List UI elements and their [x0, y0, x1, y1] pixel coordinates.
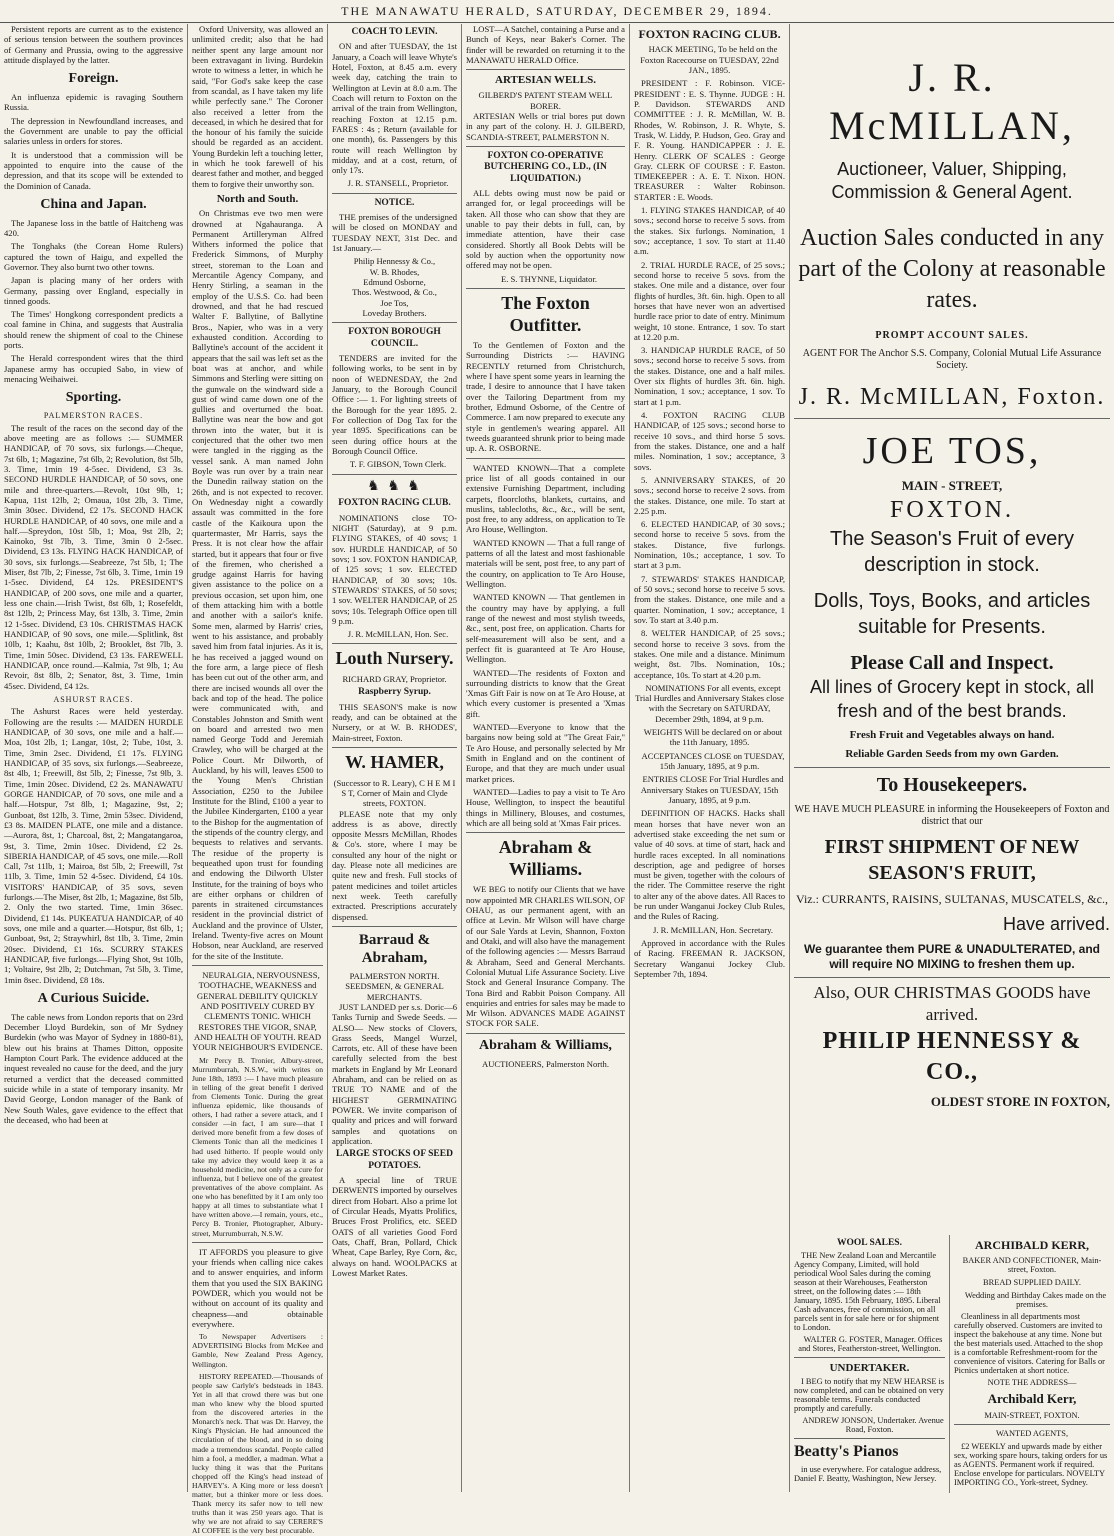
artesian-subtitle: GILBERD'S PATENT STEAM WELL BORER. [478, 90, 613, 111]
undertaker-text: I BEG to notify that my NEW HEARSE is now completed, and can be obtained on very reasonable terms. Funerals conducted promptly and carefully. [794, 1377, 945, 1413]
racing-club-heading: FOXTON RACING CLUB. [338, 498, 451, 509]
kerr-heading: ARCHIBALD KERR, [974, 1238, 1089, 1252]
acceptances-note: ACCEPTANCES CLOSE on TUESDAY, 15th January, 1895, at 9 p.m. [641, 750, 785, 772]
christmas-goods: Also, OUR CHRISTMAS GOODS have arrived. [813, 982, 1091, 1025]
beatty-heading: Beatty's Pianos [794, 1443, 899, 1460]
neuralgia-ad: NEURALGIA, NERVOUSNESS, TOOTHACHE, WEAKNESS and GENERAL DEBILITY QUICKLY AND POSITIVELY CURED BY CLEMENTS TONIC. WHICH RESTORES THE VIGOR, SNAP, AND HEALTH OF YOUTH. READ YOUR NEIGHBOUR'S EVIDENCE. [192, 970, 323, 1053]
garden-seeds: Reliable Garden Seeds from my own Garden. [845, 748, 1059, 761]
barraud-subtitle: PALMERSTON NORTH. SEEDSMEN, & GENERAL MERCHANTS. [345, 970, 444, 1002]
wool-signature: WALTER G. FOSTER, Manager. Offices and Stores, Featherston-street, Wellington. [798, 1335, 943, 1353]
beatty-text: in use everywhere. For catalogue address, Daniel F. Beatty, Washington, New Jersey. [794, 1465, 942, 1483]
housekeepers-heading: To Housekeepers. [876, 774, 1028, 797]
notice-name: Thos. Westwood, & Co., [352, 287, 437, 298]
column-4 [462, 24, 630, 1492]
racing-club-signature: J. R. McMILLAN, Hon. Sec. [347, 629, 449, 640]
dolls-toys: Dolls, Toys, Books, and articles suitable for Presents. [813, 590, 1091, 639]
wool-undertaker-block [790, 1235, 950, 1493]
coach-heading: COACH TO LEVIN. [351, 27, 438, 37]
china-item: The Japanese loss in the battle of Haitcheng was 420. [4, 217, 183, 238]
race-item: 6. ELECTED HANDICAP, of 30 sovs.; second horse to receive 5 sovs. from the stakes. Distance, five furlongs. Nomination, 10s.; acceptance, 1 sov. To start at 3 p.m. [634, 519, 785, 571]
outfitter-text: To the Gentlemen of Foxton and the Surrounding Districts :— HAVING RECENTLY returned from Christchurch, where I have spent some years in learning the trade, I desire to announce that I have taken over the Tailoring Department from my brother, Edmund Osborne, of the Centre of Commerce. I am now prepared to execute any style in gentlemen's wearing apparel. All tweeds guaranteed shrunk prior to being made up. A. R. OSBORNE. [466, 340, 625, 454]
louth-nursery-proprietor: RICHARD GRAY, Proprietor. [342, 674, 447, 685]
ashurst-heading: ASHURST RACES. [53, 694, 134, 704]
undertaker-heading: UNDERTAKER. [829, 1362, 910, 1374]
officials: PRESIDENT : F. Robinson. VICE-PRESIDENT : E. S. Thynne. JUDGE : H. P. Davidson. STEWARDS AND COMMITTEE : J. R. McMillan, W. B. Rhodes, W. Robinson, J. R. Whyte, S. Trask, W. Liddy, P. Hudson, Geo. Gray and F. R. Young. HANDICAPPER : J. E. Henry. CLERK OF SCALES : George Gray. CLERK OF COURSE : F. Easton. TIMEKEEPER : A. E. T. Nixon. HON. TREASURER : Walter Robinson. STARTER : E. Woods. [634, 78, 785, 202]
ashurst-results: The Ashurst Races were held yesterday. Following are the results :— MAIDEN HURDLE HANDICAP, of 30 sovs, one mile and a half.—Moa, 10st 2lb, 1; Langar, 10st, 2; Tube, 10st, 3. Time, 3min 2sec. Dividend, £1 17s. FLYING HANDICAP, of 35 sovs, six furlongs.—Seabreeze, 8st 4lb, 1; Freewill, 8st 5lb, 2; Finesse, 7st 9lb, 3. Time, 1min 20sec. Dividend, £2 2s. MANAWATU GORGE HANDICAP, of 70 sovs, one mile and a half.—Hotspur, 7st 8lb, 1; Magazine, 9st, 2; Gunboat, 8st 12lb, 3. Time, 2min 53sec. Dividend, £3 8s. MAIDEN PLATE, one mile and a distance.—Aurora, 8st, 1; Charcoal, 8st, 2; Mangatangaroa, 9st, 3. Time, 2min 10sec. Dividend, £2 2s. SIBERIA HANDICAP, of 45 sovs, one mile.—Roll Call, 7st 11lb, 1; Mairoa, 8st 5lb, 2; Freewill, 7st 11lb, 3. Time, 1min 52 4-5sec. Dividend, £4 10s. VISITORS' HANDICAP, of 35 sovs, seven furlongs.—The Miser, 8st 2lb, 1; Magazine, 8st 5lb, 2. Only the two started. Time, 1min 36sec. Dividend, £1 14s. PUKEATUA HANDICAP, of 40 sovs, one mile and a quarter.—Hotspur, 8st 6lb, 1; Gunboat, 9st, 2; Straywhirl, 8st 1lb, 3. Time, 2min 20sec. Dividend, £1 16s. SCURRY STAKES HANDICAP, five furlongs.—Flying Shot, 9st 10lb, 1; Voltaire, 9st 2lb, 2; Dutchman, 7st 5lb, 3. Time, 1min 8sec. Dividend, £8 18s. [4, 706, 183, 985]
advertisers-note: To Newspaper Advertisers : ADVERTISING Blocks from McKee and Gamble, New Zealand Press Agency, Wellington. [192, 1332, 323, 1369]
borough-signature: T. F. GIBSON, Town Clerk. [349, 459, 447, 470]
have-arrived: Have arrived. [1002, 913, 1110, 934]
hamer-subtitle: (Successor to R. Leary), C H E M I S T, Corner of Main and Clyde streets, FOXTON. [333, 777, 456, 809]
cleanliness-text: Cleanliness in all departments most carefully observed. Customers are invited to inspect the bakehouse at any time. None but the best materials used. Attached to the shop is a comfortable Refreshment-room for the convenience of visitors. Catering for Balls or Picnics undertaken at short notice. [954, 1312, 1105, 1375]
artesian-heading: ARTESIAN WELLS. [495, 74, 596, 87]
wool-text: THE New Zealand Loan and Mercantile Agency Company, Limited, will hold periodical Wool Sales during the coming season at their Warehouses, Featherston street, on the following dates :— 18th January, 1895. 15th February, 1895. Liberal Cash advances, free of commission, on all parcels sent in for sale here or for shipment to London. [794, 1251, 941, 1332]
potato-heading: LARGE STOCKS OF SEED POTATOES. [336, 1149, 453, 1171]
column-5 [630, 24, 790, 1492]
artesian-text: ARTESIAN Wells or trial bores put down in any part of the colony. H. J. GILBERD, SCANDIA-STREET, PALMERSTON N. [466, 111, 625, 142]
season-fruit: The Season's Fruit of every description in stock. [830, 528, 1074, 577]
coach-ad: ON and after TUESDAY, the 1st January, a Coach will leave Whyte's Hotel, Foxton, at 8.45 a.m. every week day, catching the train to Wellington at Levin at 8.0 a.m. The Coach will return to Foxton on the arrival of the train from Wellington, reaching Foxton at 12.15 p.m. FARES : 4s ; Return (available for one month), 6s. Passengers by this route will reach Wellington by midday, and at a cost, return, of only 17s. [332, 41, 457, 176]
borough-text: TENDERS are invited for the following works, to be sent in by noon of WEDNESDAY, the 2nd January, to the Borough Council Office :— 1. For lighting streets of the Borough for the year 1895. 2. For collection of Dog Tax for the year 1895. Specifications can be seen during office hours at the Borough Council Office. [332, 353, 457, 456]
approved-note: Approved in accordance with the Rules of Racing. FREEMAN R. JACKSON, Secretary Wanganui Jockey Club. September 7th, 1894. [634, 938, 785, 979]
address-note: NOTE THE ADDRESS— [987, 1378, 1077, 1387]
barraud-heading: Barraud & Abraham, [358, 931, 431, 966]
foreign-heading: Foreign. [68, 71, 119, 87]
undertaker-signature: ANDREW JONSON, Undertaker. Avenue Road, Foxton. [802, 1416, 944, 1434]
china-item: The Times' Hongkong correspondent predicts a coal famine in China, and suggests that Australia should renew the shipment of coal to the Chinese ports. [4, 309, 183, 351]
china-item: Japan is placing many of her orders with Germany, passing over England, especially in tinned goods. [4, 275, 183, 306]
cakes-text: Wedding and Birthday Cakes made on the premises. [964, 1291, 1107, 1309]
hamer-heading: W. HAMER, [345, 751, 444, 772]
wanted-ad: WANTED—Ladies to pay a visit to Te Aro House, Wellington, to inspect the beautiful things in Millinery, Blouses, and costumes, which are all being sold at 'Xmas Fair prices. [466, 786, 625, 828]
north-south-article: On Christmas eve two men were drowned at Ngahauranga. A Permanent Artilleryman Alfred Withers informed the police that Frederick Simmons, of Murphy street, storeman to the Loan and Mercantile Agency Company, and Henry Stirling, a seaman in the employ of the U.S.S. Co. had been drowned, and that he had rescued Walter F. Ballytine, of Ballytine Bros., Napier, who was in a very exhausted condition. According to Ballytine's account of the accident it appears that the sail was left set as the boat was at anchor, and while Simmons and Sterling were sitting on the gunwale on the windward side a gust of wind came down one of the gullies and overturned the boat. Ballytine was near the bow and got thrown into the water, but it is conjectured that the other two men were tangled in the rigging as the vessel sank. A man named John Boyle was run over by a train near the Dunedin railway station on the 26th, and is not expected to recover. On Wednesday night a cowardly assault was committed in the fore castle of the Kaikoura upon the quartermaster, Mr Harris, says the Press. It is not clear how the affair started, but it appears that four or five of the firemen, who cherished a grudge against Harris for having given assistance to the police on a previous occasion, set upon him, one of them attacking him with a bottle and another with a sailor's knife. Some men, alarmed by Harris' cries, went to his assistance, and probably saved him from fatal injuries. As it is, he has received a jagged wound on the fore arm, a large piece of flesh has been cut out of the other arm, and there are incised wounds all over the back and top of the head. The police were communicated with, and Constables Johnston and Smith went on board and arrested two men named George Todd and Jeremiah Crawley, who will be charged at the Police Court. Mr Dilworth, of Auckland, by his will, leaves £500 to the Young Men's Christian Association, £250 to the Jubilee Institute for the Blind, £100 a year to the Jubilee Kindergarten, £100 a year to the Bishop for the augmentation of the stipends of the country clergy, and bequests to relatives and servants. The residue of the property is bequeathed upon trust for founding and endowing the Dilworth Ulster Institute, for the training of boys who are either orphans or children of parents in straitened circumstances resident in the provincial district of Auckland and the province of Ulster, Ireland. Twenty-five acres on Mount Hobson, near Auckland, are reserved for the site of the Institute. [192, 208, 323, 961]
china-item: The Herald correspondent wires that the third Japanese army has occupied Sabo, in view of menacing Weihaiwei. [4, 353, 183, 385]
suicide-article: The cable news from London reports that on 23rd December Lloyd Burdekin, son of Mr Sydney Burdekin (who was Mayor of Sydney in 1880-81), blew out his brains at Thames Ditton, opposite Hampton Court Park. The evidence adduced at the inquest revealed no cause for the deed, and the jury returned a verdict that the deceased committed suicide while in a state of temporary insanity. Mr David George, London manager of the Bank of New South Wales, gave evidence to the effect that the deceased, who had been at [4, 1011, 183, 1125]
mcmillan-foxton: J. R. McMILLAN, Foxton. [798, 384, 1106, 411]
kerr-block [950, 1235, 1114, 1493]
barraud-text: JUST LANDED per s.s. Doric—6 Tanks Turnip and Swede Seeds. —ALSO— New stocks of Clovers, Grass Seeds, Mangel Wurzel, Carrots, etc. All of these have been carefully selected from the best markets in England by Mr Leonard Abraham, and can be relied on as TRUE TO NAME and of the HIGHEST GERMINATING POWER. We invite comparison of quality and prices and will forward samples and quotations on application. [332, 1001, 457, 1146]
wanted-ad: WANTED KNOWN—That a complete price list of all goods contained in our extensive Furnishing Department, including carpets, floorcloths, blankets, curtains, and muslins, tablecloths, &c., &c., will be sent, post free, to any address, on application to Te Aro House, Wellington. [466, 462, 625, 535]
coop-text: ALL debts owing must now be paid or arranged for, or legal proceedings will be taken. All those who can show that they are unable to pay their debts in full, can, by immediate attention, have their case considered. Shortly all Book Debts will be sold by auction when the opportunity now offered may not be open. [466, 188, 625, 271]
horse-race-illustration: ♞ ♞ ♞ [367, 478, 422, 494]
potato-text: A special line of TRUE DERWENTS imported by ourselves direct from Hobart. Also a prime lot of Circular Heads, Myatts Prolifics, Bruces Frost Prolifics, etc. SEED OATS of all varieties Good Ford Oats, Chaff, Bran, Pollard, Chick Wheat, Cape Barley, Rye Corn, &c, always on hand. WOOLPACKS at Lowest Market Rates. [332, 1175, 457, 1278]
suicide-continued: Oxford University, was allowed an unlimited credit; also that he had neither spent any large amount nor been extravagant in living. Burdekin wrote to witness a letter, in which he said, "For God's sake keep the case from scandal, as I have taken my life while perfectly sane." The Coroner also received a letter from the deceased, in which he desired that for the honour of his family the suicide should be regarded as an accident. Young Burdekin left a touching letter, in which he took farewell of his dearest father and mother, and begged them to forgive their unworthy son. [192, 24, 323, 189]
auction-text: Auction Sales conducted in any part of the Colony at reasonable rates. [798, 224, 1106, 314]
wanted-agents-heading: WANTED AGENTS, [995, 1429, 1069, 1438]
palmerston-results: The result of the races on the second day of the above meeting are as follows :— SUMMER HANDICAP, of 70 sovs, six furlongs.—Cheque, 7st 6lb, 1; Magazine, 7st 6lb, 2; Revolution, 8st 5lb, 3. Time, 1min 19 4-5sec. Dividend, £3 3s. SECOND HURDLE HANDICAP, of 50 sovs, one mile and three-quarters.—Revolt, 10st 9lb, 1; Kapua, 11st 12lb, 2; Omaua, 10st 2lb, 3. Time, 3min 30sec. Dividend, £2 17s. SECOND HACK HURDLE HANDICAP, of 40 sovs, one mile and a half.—Spreydon, 10st 5lb, 1; Moa, 9st 2lb, 2; Kainoko, 9st 7lb, 3. Time, 3min 0 2-5sec. Dividend, £3 13s. FLYING HACK HANDICAP, of 30 sovs, six furlongs.—Seabreeze, 7st 5lb, 1; The Miser, 8st 7lb, 2; Finesse, 7st 6lb, 3. Time, 1min 19 1-5sec. Dividend, £4 12s. PRESIDENT'S HANDICAP, of 200 sovs, one mile and a quarter, less one chain.—Irish Twist, 8st 6lb, 1; Rosefeldt, 8st 12lb, 2; Princess May, 6st 13lb, 3. Time, 2min 12 1-5sec. Dividend, £3 10s. CHRISTMAS HACK HANDICAP, of 90 sovs, one mile.—Splitlink, 8st 10lb, 1; Kaahu, 8st 10lb, 2; Brooklet, 8st 7lb, 3. Time, 1min 50sec. Dividend, £3 13s. FAREWELL HANDICAP, once round.—Kalmia, 7st 9lb, 1; Au Revoir, 8st 8lb, 2; Senator, 8st, 3. Time, 1min 45sec. Dividend, £4 12s. [4, 422, 183, 691]
race-item: 1. FLYING STAKES HANDICAP, of 40 sovs.; second horse to receive 5 sovs. from the stakes. Six furlongs. Nomination, 1 sov.; acceptance, 1 sov. To start at 11.40 a.m. [634, 205, 785, 257]
coach-signature: J. R. STANSELL, Proprietor. [347, 178, 449, 189]
wanted-ad: WANTED KNOWN — That gentlemen in the country may have by applying, a full range of the newest and most stylish tweeds, &c., sent, post free, on application. Charts for self-measurement will also be sent, and a perfect fit is guaranteed at Te Aro House, Wellington. [466, 592, 625, 665]
hamer-text: PLEASE note that my only address is as above, directly opposite Messrs McMillan, Rhodes & Co's. store, where I may be consulted any hour of the night or day. Please note all medicines are quite new and fresh. Full stocks of patent medicines and toilet articles next week. Teeth carefully extracted. Prescriptions accurately dispensed. [332, 808, 457, 922]
abraham-williams-text: WE BEG to notify our Clients that we have now appointed MR CHARLES WILSON, OF OHAU, as our permanent agent, with an office at Levin. Mr Wilson will have charge of our Sale Yards at Levin, Shannon, Foxton and Otaki, and will also have the management of the following agencies :— Messrs Barraud & Abraham, Seed and General Merchants. Colonial Mutual Life Assurance Society. Live Stock and General Insurance Company. The Tona Bird and Rabbit Poison Company. All enquiries and entries for sales may be made to Mr Wilson. ADVANCES MADE AGAINST STOCK FOR SALE. [466, 884, 625, 1029]
coop-signature: E. S. THYNNE, Liquidator. [500, 273, 598, 284]
column-3 [328, 24, 462, 1492]
kerr-address: MAIN-STREET, FOXTON. [984, 1411, 1080, 1420]
foreign-item: An influenza epidemic is ravaging Southern Russia. [4, 92, 183, 113]
race-item: 2. TRIAL HURDLE RACE, of 25 sovs.; second horse to receive 5 sovs. from the stakes. One mile and a distance, over four flights of hurdles, 3ft. 6in. high. Open to all horses that have never won an advertised hurdle race prior to date of entry. Minimum weight, 10 stone. Entrance, 1 sov. To start at 12.20 p.m. [634, 259, 785, 342]
mcmillan-heading: J. R. McMILLAN, [829, 55, 1075, 148]
entries-note: ENTRIES CLOSE For Trial Hurdles and Anniversary Stakes on TUESDAY, 15th January, 1895, at 9 p.m. [640, 774, 784, 805]
raspberry-heading: Raspberry Syrup. [358, 687, 431, 698]
foreign-item: The depression in Newfoundland increases, and the Government are unable to pay the official salaries unless in orders for stores. [4, 115, 183, 147]
fresh-fruit: Fresh Fruit and Vegetables always on hand. [849, 728, 1055, 741]
bread-text: BREAD SUPPLIED DAILY. [983, 1278, 1081, 1287]
history-repeated-ad: HISTORY REPEATED.—Thousands of people saw Carlyle's bedsteads in 1843. Yet in all that crowd there was but one man who knew why the blood spurted from the discovered arteries in the Monarch's neck. That was Dr. Harvey, the King's Physician. He had announced the circulation of the blood, and in so doing made a tremendous scandal. People called him a fool, a meddler, a madman. What a lucky thing it was that the Puritans chopped off the King's head instead of HARVEY's. A King more or less doesn't matter, but a thinker more or less does. Thank mercy its safer now to tell new truths than it was 250 years ago. That is why we are not afraid to say CERERE'S AI COFFEE is the very best procurable. [192, 1371, 323, 1536]
first-shipment: FIRST SHIPMENT OF NEW SEASON'S FRUIT, [824, 836, 1080, 885]
notice-text: THE premises of the undersigned will be closed on MONDAY and TUESDAY NEXT, 31st Dec. and 1st January.— [332, 212, 457, 254]
notice-heading: NOTICE. [374, 197, 415, 208]
outfitter-heading: The Foxton Outfitter. [501, 292, 590, 335]
grocery-text: All lines of Grocery kept in stock, all fresh and of the best brands. [809, 677, 1095, 721]
kerr-heading-2: Archibald Kerr, [987, 1391, 1077, 1406]
hack-meeting: HACK MEETING, To be held on the Foxton Racecourse on TUESDAY, 22nd JAN., 1895. [640, 44, 779, 76]
abraham-williams-heading: Abraham & Williams. [498, 837, 593, 879]
weights-note: WEIGHTS Will be declared on or about the 11th January, 1895. [643, 727, 783, 748]
hacks-definition: DEFINITION OF HACKS. Hacks shall mean horses that have never won an advertised stake exceeding the net sum or value of 40 sovs. at time of start, hack and hurdle races excepted. In all nominations description, age and pedigree of horses must be given, together with the colours of the rider. The Committee reserve the right to alter any of the above dates. All Races to be run under Wanganui Jockey Club Rules, and the Rules of Racing. [634, 808, 785, 922]
race-item: 5. ANNIVERSARY STAKES, of 20 sovs.; second horse to receive 2 sovs. from the stakes. Distance, one mile. To start at 2.25 p.m. [634, 474, 785, 516]
wanted-ad: WANTED—Everyone to know that the bargains now being sold at "The Great Fair," Te Aro House, and personally selected by Mr Smith in England and on the continent of Europe, and that they are much under usual market prices. [466, 722, 625, 784]
intro-paragraph: Persistent reports are current as to the existence of serious tension between the southern provinces of Germany and Prussia, owing to the aggressive attitude displayed by the latter. [4, 24, 183, 65]
notice-name: Philip Hennessy & Co., [353, 256, 436, 267]
baking-powder-ad: IT AFFORDS you pleasure to give your friends when calling nice cakes and to answer enquiries, and inform them that you used the SIX BAKING POWDER, which you would not be without on account of its quality and cheapness—and obtainable everywhere. [192, 1246, 323, 1329]
race-item: 8. WELTER HANDICAP, of 25 sovs.; second horse to receive 3 sovs. from the stakes. One mile and a distance. Minimum weight, 8st. 7lbs. Nomination, 10s.; acceptance, 10s. To start at 4.20 p.m. [634, 628, 785, 680]
column-6 [790, 24, 1114, 1234]
racing-club-text: NOMINATIONS close TO-NIGHT (Saturday), at 9 p.m. FLYING STAKES, of 40 sovs; 1 sov. HURDLE HANDICAP, of 50 sovs; 1 sov. FOXTON HANDICAP, of 125 sovs; 1 sov. ELECTED HANDICAP, of 30 sovs; 10s. STEWARDS' STAKES, of 50 sovs; 1 sov. WELTER HANDICAP, of 25 sovs; 10s. Telegraph Office open till 9 p.m. [332, 512, 457, 626]
abraham-williams-subtitle: AUCTIONEERS, Palmerston North. [482, 1058, 609, 1069]
tos-street: MAIN - STREET, [901, 478, 1003, 494]
foreign-item: It is understood that a commission will be appointed to enquire into the cause of the depression, and that its scope will be extended to the Dominion of Canada. [4, 149, 183, 191]
wool-heading: WOOL SALES. [837, 1238, 902, 1248]
palmerston-heading: PALMERSTON RACES. [43, 411, 144, 421]
notice-name: Loveday Brothers. [362, 307, 427, 318]
column-1 [0, 24, 188, 1492]
race-item: 3. HANDICAP HURDLE RACE, of 50 sovs.; second horse to receive 5 sovs. from the stakes. Distance, one and a half miles. Over six flights of hurdles 3ft. 6in. high. Nomination, 1 sov.; acceptance, 1 sov. To start at 1 p.m. [634, 345, 785, 407]
kerr-subtitle: BAKER AND CONFECTIONER, Main-street, Foxton. [962, 1256, 1102, 1274]
notice-name: Edmund Osborne, [363, 277, 426, 288]
column-2 [188, 24, 328, 1536]
guarantee-text: We guarantee them PURE & UNADULTERATED, and will require NO MIXING to freshen them up. [803, 942, 1101, 971]
abraham-williams-heading-2: Abraham & Williams, [479, 1037, 612, 1053]
raspberry-text: THIS SEASON'S make is now ready, and can be obtained at the Nursery, or at W. B. RHODES', Main-street, Foxton. [332, 701, 457, 743]
sporting-heading: Sporting. [65, 390, 122, 406]
testimonial: Mr Percy B. Tronier, Albury-street, Murrumburrah, N.S.W., with writes on June 18th, 1893 :— I have much pleasure in telling of the great benefit I derived from Clements Tonic. During the great influenza epidemic, like thousands of others, I had rather a severe attack, and I consider —in fact, I am sure—that I derived more benefit from a few doses of Clements Tonic than all the medicines I had used hitherto. If people would only take my advice they would keep it as a household medicine, not only as a cure for influenza, but I believe one of the greatest preventatives of the above complaint. As one who has benefitted by it I am only too happy at all times to substantiate what I have written above.—I remain, yours, etc., Percy B. Tronier, Photographer, Albury-street, Murrumburrah, N.S.W. [192, 1055, 323, 1238]
joe-tos-heading: JOE TOS, [862, 429, 1042, 472]
tos-town: FOXTON. [890, 497, 1014, 524]
suicide-heading: A Curious Suicide. [37, 990, 150, 1006]
please-inspect: Please Call and Inspect. [850, 652, 1054, 675]
china-heading: China and Japan. [40, 196, 147, 212]
race-item: 4. FOXTON RACING CLUB HANDICAP, of 125 sovs.; second horse to receive 10 sovs., and third horse 5 sovs. from the stakes. Distance, one and a half miles. Nomination, 1 sov.; acceptance, 3 sovs. [634, 410, 785, 472]
louth-nursery-heading: Louth Nursery. [335, 648, 454, 669]
mcmillan-subtitle: Auctioneer, Valuer, Shipping, Commission & General Agent. [831, 159, 1073, 203]
lost-ad: LOST—A Satchel, containing a Purse and a Bunch of Keys, near Baker's Corner. The finder will be rewarded on returning it to the MANAWATU HERALD Office. [466, 24, 625, 65]
masthead: THE MANAWATU HERALD, SATURDAY, DECEMBER 29, 1894. [0, 0, 1114, 23]
notice-name: Joe Tos, [380, 297, 409, 308]
prompt-sales: PROMPT ACCOUNT SALES. [875, 330, 1029, 342]
coop-heading: FOXTON CO-OPERATIVE BUTCHERING CO., LD., (IN LIQUIDATION.) [484, 151, 607, 184]
race-item: 7. STEWARDS' STAKES HANDICAP, of 50 sovs.; second horse to receive 5 sovs. from the stakes. Distance, one mile and a quarter. Nomination, 1 sov.; acceptance, 1 sov. To start at 3.40 p.m. [634, 573, 785, 625]
north-south-heading: North and South. [216, 193, 299, 205]
agent-text: AGENT FOR The Anchor S.S. Company, Colonial Mutual Life Assurance Society. [802, 348, 1102, 372]
notice-name: W. B. Rhodes, [369, 266, 420, 277]
wanted-ad: WANTED KNOWN — That a full range of patterns of all the latest and most fashionable materials will be sent, post free, to any part of the country, on application to Te Aro House, Wellington. [466, 537, 625, 590]
hennessy-heading: PHILIP HENNESSY & CO., [822, 1028, 1082, 1086]
wanted-ad: WANTED—The residents of Foxton and surrounding districts to know that the Great 'Xmas Gift Fair is now on at Te Aro House, at which every customer is presented a 'Xmas gift. [466, 667, 625, 719]
china-item: The Tonghaks (the Corean Home Rulers) captured the town of Haigu, and expelled the Governor. They also burnt two other towns. [4, 241, 183, 272]
hack-signature: J. R. McMILLAN, Hon. Secretary. [653, 924, 773, 935]
borough-heading: FOXTON BOROUGH COUNCIL. [348, 327, 441, 349]
hack-club-heading: FOXTON RACING CLUB. [638, 27, 781, 41]
viz-list: Viz.: CURRANTS, RAISINS, SULTANAS, MUSCATELS, &c., [796, 892, 1108, 907]
oldest-store: OLDEST STORE IN FOXTON, [930, 1094, 1110, 1110]
nominations-note: NOMINATIONS For all events, except Trial Hurdles and Anniversary Stakes close with the Secretary on SATURDAY, December 29th, 1894, at 9 p.m. [635, 682, 784, 724]
wanted-agents-text: £2 WEEKLY and upwards made by either sex, working spare hours, taking orders for us as AGENTS. Permanent work if required. Enclose envelope for particulars. NOVELTY IMPORTING CO., York-street, Sydney. [954, 1442, 1108, 1487]
housekeepers-text: WE HAVE MUCH PLEASURE in informing the Housekeepers of Foxton and district that our [794, 804, 1110, 828]
